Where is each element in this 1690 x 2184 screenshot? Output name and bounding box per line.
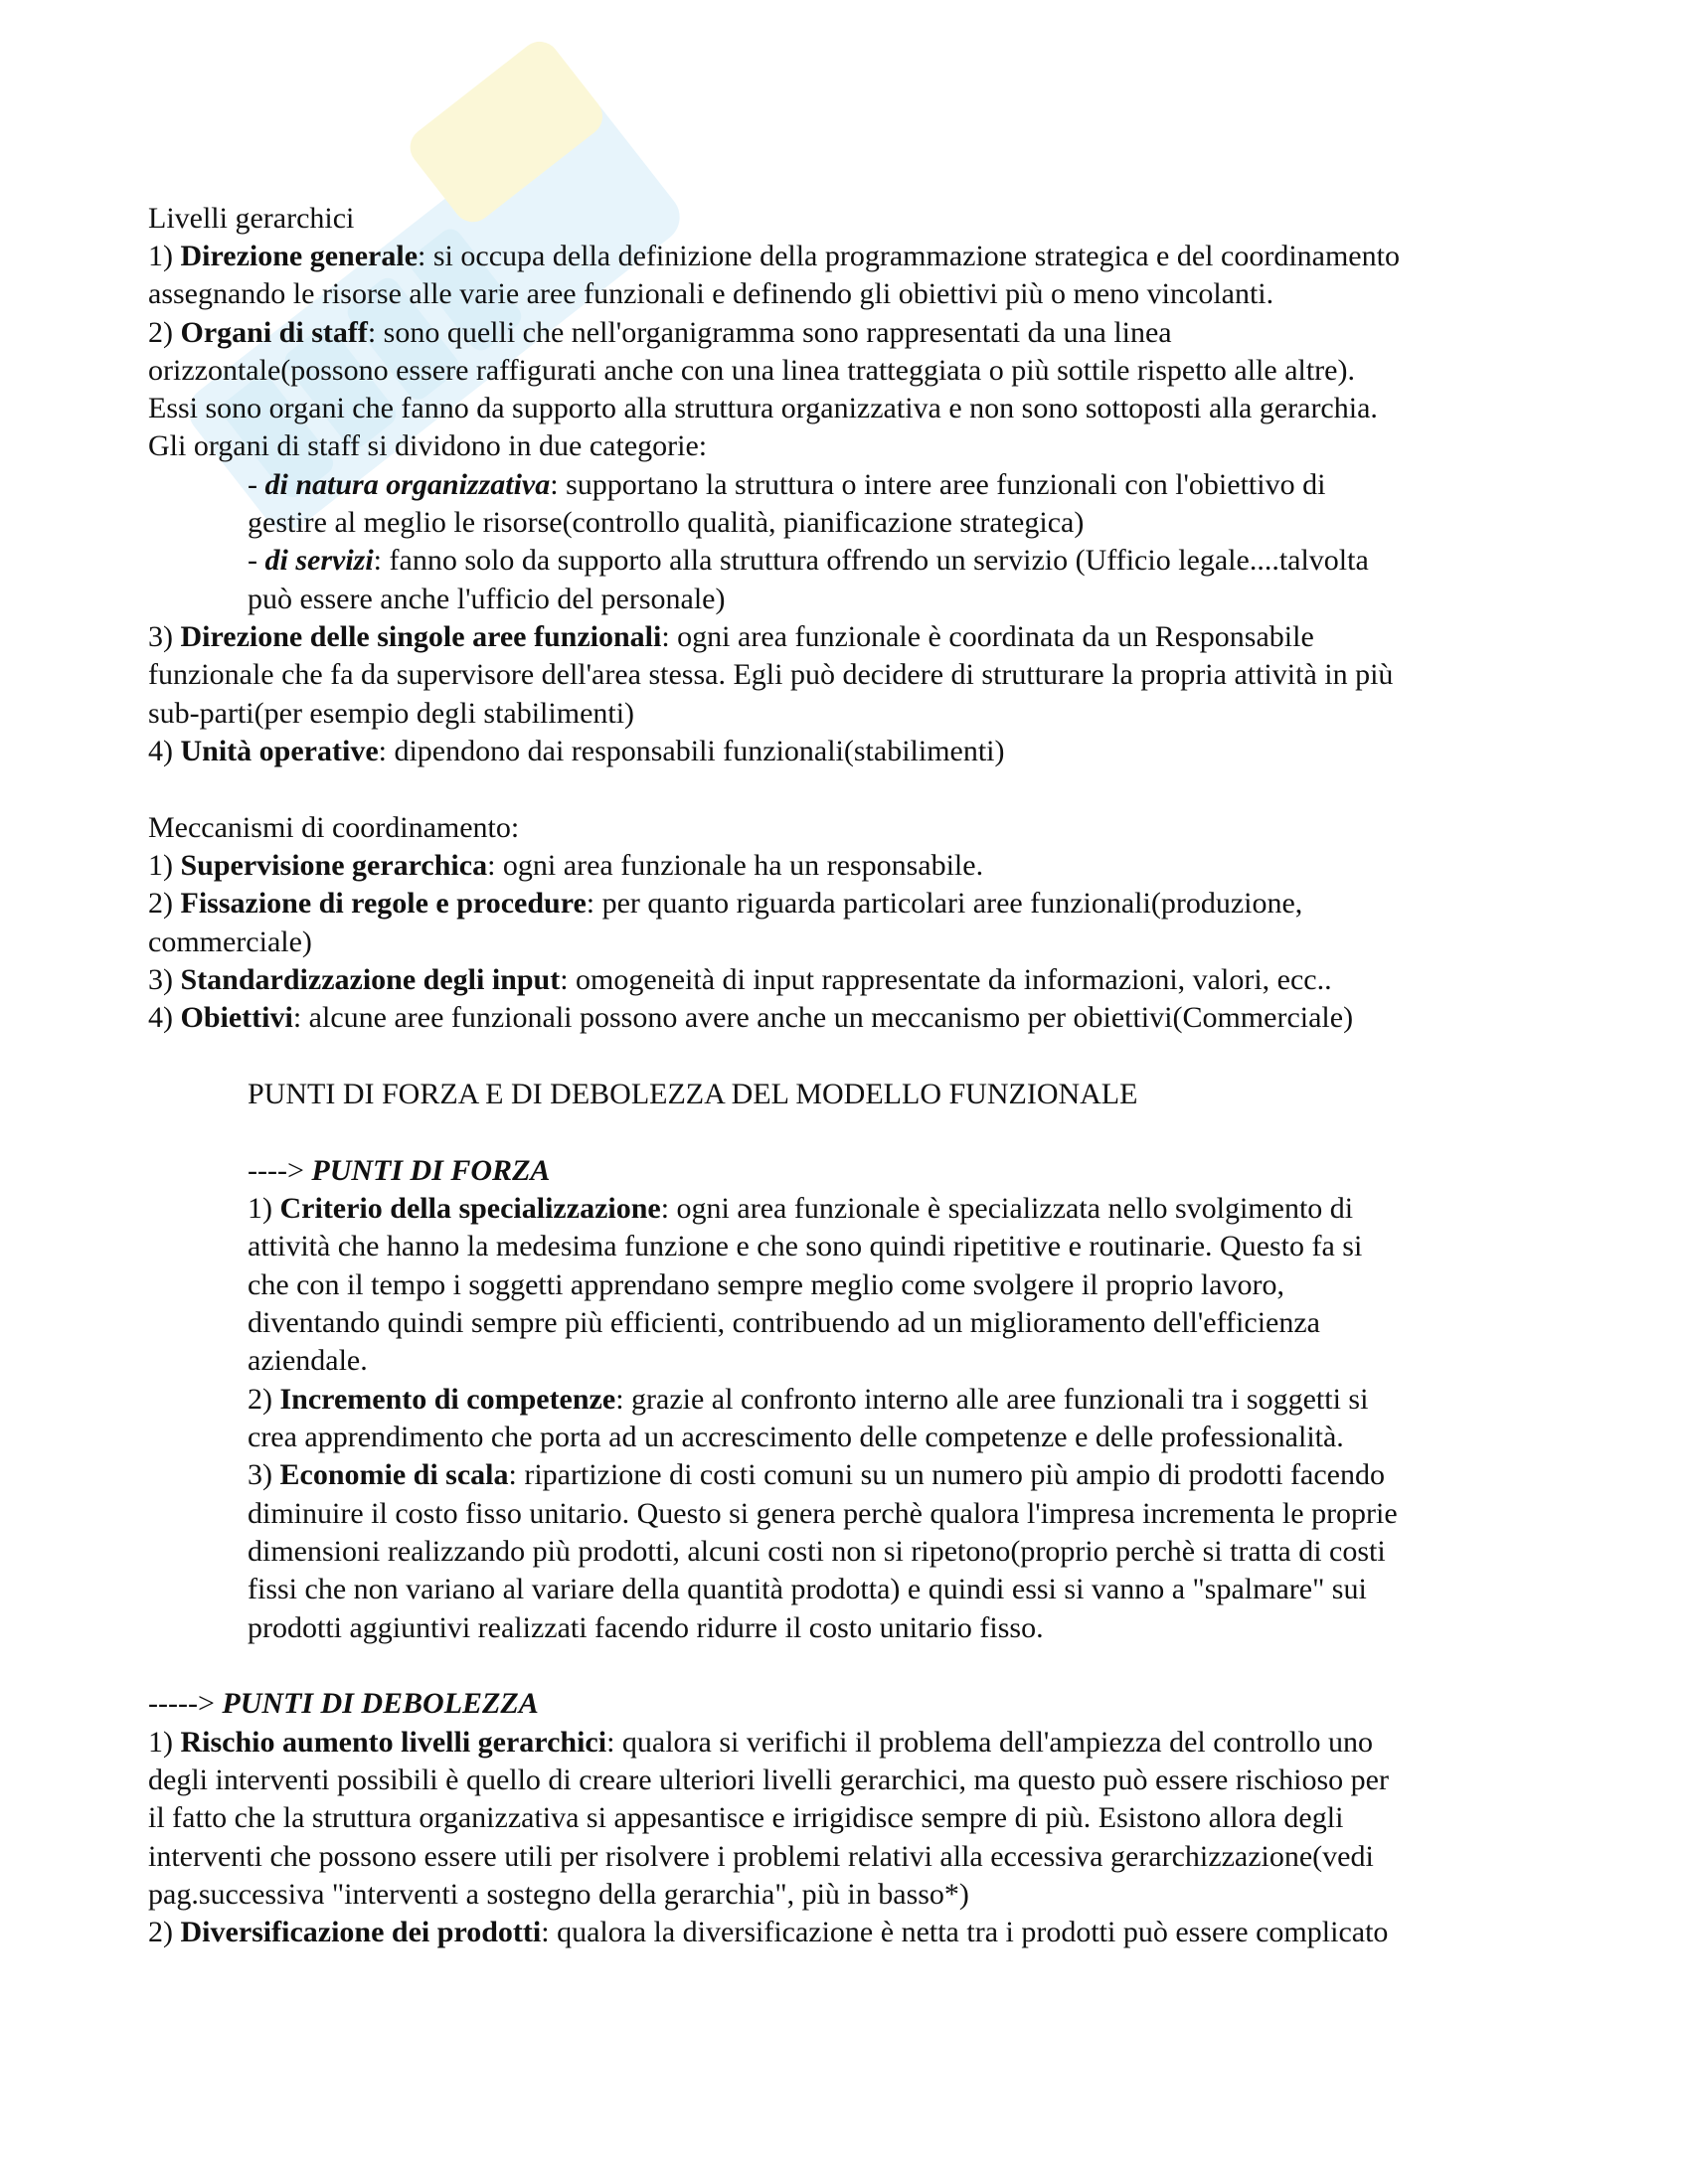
list-item-continuation: pag.successiva "interventi a sostegno della gerarchia", più in basso*)	[148, 1878, 969, 1911]
heading-punti-di-forza: ----> PUNTI DI FORZA	[248, 1154, 551, 1187]
list-item-continuation: fissi che non variano al variare della quantità prodotta) e quindi essi si vanno a "spalmare" sui	[248, 1573, 1367, 1605]
section-title: PUNTI DI FORZA E DI DEBOLEZZA DEL MODELLO FUNZIONALE	[248, 1078, 1138, 1110]
list-item: 3) Direzione delle singole aree funzionali: ogni area funzionale è coordinata da un Responsabile	[148, 620, 1314, 653]
list-item-continuation: assegnando le risorse alle varie aree funzionali e definendo gli obiettivi più o meno vincolanti.	[148, 277, 1274, 310]
list-item-continuation: che con il tempo i soggetti apprendano sempre meglio come svolgere il proprio lavoro,	[248, 1268, 1285, 1301]
list-item-continuation: attività che hanno la medesima funzione e che sono quindi ripetitive e routinarie. Questo fa si	[248, 1230, 1363, 1262]
list-item-continuation: funzionale che fa da supervisore dell'area stessa. Egli può decidere di strutturare la propria attività in più	[148, 658, 1394, 691]
list-item-continuation: dimensioni realizzando più prodotti, alcuni costi non si ripetono(proprio perchè si tratta di costi	[248, 1535, 1386, 1568]
list-item: 4) Unità operative: dipendono dai responsabili funzionali(stabilimenti)	[148, 735, 1005, 767]
list-item: 2) Incremento di competenze: grazie al confronto interno alle aree funzionali tra i soggetti si	[248, 1383, 1369, 1416]
list-item: 2) Diversificazione dei prodotti: qualora la diversificazione è netta tra i prodotti può essere complicato	[148, 1916, 1389, 1948]
list-item: 3) Standardizzazione degli input: omogeneità di input rappresentate da informazioni, valori, ecc..	[148, 963, 1332, 996]
list-item: 1) Direzione generale: si occupa della definizione della programmazione strategica e del coordinamento	[148, 240, 1400, 272]
list-item-continuation: prodotti aggiuntivi realizzati facendo ridurre il costo unitario fisso.	[248, 1611, 1044, 1644]
list-item: 4) Obiettivi: alcune aree funzionali possono avere anche un meccanismo per obiettivi(Commerciale)	[148, 1001, 1354, 1034]
heading-livelli-gerarchici: Livelli gerarchici	[148, 202, 355, 235]
list-item: 1) Criterio della specializzazione: ogni area funzionale è specializzata nello svolgimento di	[248, 1192, 1354, 1225]
sub-list-item: - di servizi: fanno solo da supporto alla struttura offrendo un servizio (Ufficio legale....talvolta	[248, 544, 1369, 577]
list-item: 1) Rischio aumento livelli gerarchici: qualora si verifichi il problema dell'ampiezza del controllo uno	[148, 1726, 1374, 1759]
list-item: 1) Supervisione gerarchica: ogni area funzionale ha un responsabile.	[148, 849, 984, 882]
list-item-continuation: crea apprendimento che porta ad un accrescimento delle competenze e delle professionalità.	[248, 1421, 1344, 1453]
list-item-continuation: interventi che possono essere utili per risolvere i problemi relativi alla eccessiva gerarchizzazione(vedi	[148, 1840, 1374, 1873]
list-item-continuation: il fatto che la struttura organizzativa si appesantisce e irrigidisce sempre di più. Esistono allora degli	[148, 1801, 1344, 1834]
list-item-continuation: aziendale.	[248, 1344, 368, 1377]
sub-list-item-continuation: può essere anche l'ufficio del personale)	[248, 583, 726, 615]
list-item-continuation: Essi sono organi che fanno da supporto alla struttura organizzativa e non sono sottoposti alla gerarchia.	[148, 392, 1378, 424]
heading-punti-di-debolezza: -----> PUNTI DI DEBOLEZZA	[148, 1687, 539, 1720]
list-item-continuation: diventando quindi sempre più efficienti, contribuendo ad un miglioramento dell'efficienza	[248, 1306, 1320, 1339]
list-item-continuation: diminuire il costo fisso unitario. Questo si genera perchè qualora l'impresa incrementa le proprie	[248, 1497, 1398, 1530]
list-item-continuation: degli interventi possibili è quello di creare ulteriori livelli gerarchici, ma questo può essere rischioso per	[148, 1764, 1389, 1796]
list-item: 2) Organi di staff: sono quelli che nell'organigramma sono rappresentati da una linea	[148, 316, 1172, 349]
list-item-continuation: Gli organi di staff si dividono in due categorie:	[148, 429, 708, 462]
list-item: 3) Economie di scala: ripartizione di costi comuni su un numero più ampio di prodotti facendo	[248, 1458, 1385, 1491]
list-item-continuation: orizzontale(possono essere raffigurati anche con una linea tratteggiata o più sottile rispetto alle altre).	[148, 354, 1355, 387]
list-item-continuation: sub-parti(per esempio degli stabilimenti)	[148, 697, 635, 730]
heading-meccanismi: Meccanismi di coordinamento:	[148, 811, 520, 844]
sub-list-item: - di natura organizzativa: supportano la struttura o intere aree funzionali con l'obiettivo di	[248, 468, 1326, 501]
list-item-continuation: commerciale)	[148, 925, 312, 958]
sub-list-item-continuation: gestire al meglio le risorse(controllo qualità, pianificazione strategica)	[248, 506, 1085, 539]
list-item: 2) Fissazione di regole e procedure: per quanto riguarda particolari aree funzionali(produzione,	[148, 887, 1303, 920]
